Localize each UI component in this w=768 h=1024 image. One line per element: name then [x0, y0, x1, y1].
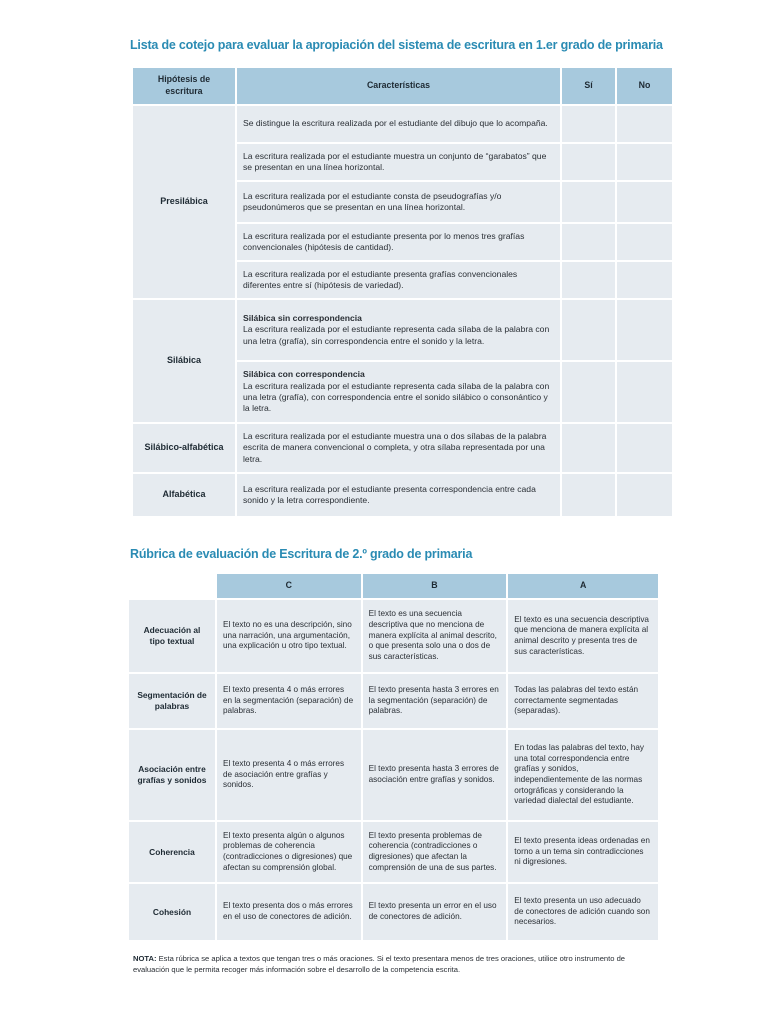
characteristic-subtitle: Silábica con correspondencia [243, 369, 365, 380]
characteristic-subtitle: Silábica sin correspondencia [243, 312, 362, 323]
hypothesis-cell: Silábica [133, 300, 235, 422]
no-checkbox[interactable] [617, 262, 672, 298]
level-b-cell: El texto presenta problemas de coherencia (contradicciones o digresiones) que afectan la comprensión de una de sus partes. [363, 822, 507, 882]
note-label: NOTA: [133, 954, 157, 963]
rubric-table [127, 572, 660, 942]
no-checkbox[interactable] [617, 300, 672, 360]
level-c-cell: El texto presenta algún o algunos problemas de coherencia (contradicciones o digresiones) que afectan su comprensión global. [217, 822, 361, 882]
level-a-cell: En todas las palabras del texto, hay una total correspondencia entre grafías y sonidos, independientemente de las normas ortográficas y considerando la variedad dialectal del estudiante. [508, 730, 658, 820]
characteristic-cell: La escritura realizada por el estudiante muestra una o dos sílabas de la palabra escrita de manera convencional o completa, y otra sílaba representada por una letra. [237, 424, 560, 472]
header-si: Sí [562, 68, 615, 104]
si-checkbox[interactable] [562, 300, 615, 360]
header-hipotesis: Hipótesis de escritura [133, 68, 235, 104]
characteristic-cell [237, 362, 560, 422]
si-checkbox[interactable] [562, 474, 615, 516]
rubric-row [129, 730, 658, 820]
checklist-table [131, 66, 674, 518]
si-checkbox[interactable] [562, 224, 615, 260]
level-b-cell: El texto es una secuencia descriptiva que no menciona de manera explícita al animal descrito, o que presenta solo una o dos de sus características. [363, 600, 507, 672]
no-checkbox[interactable] [617, 424, 672, 472]
rubric-row [129, 600, 658, 672]
no-checkbox[interactable] [617, 106, 672, 142]
header-level-c: C [217, 574, 361, 598]
level-a-cell: El texto presenta ideas ordenadas en torno a un tema sin contradicciones ni digresiones. [508, 822, 658, 882]
criterion-cell: Asociación entre grafías y sonidos [129, 730, 215, 820]
rubric-title: Rúbrica de evaluación de Escritura de 2.º grado de primaria [130, 547, 473, 561]
level-a-cell: El texto es una secuencia descriptiva que menciona de manera explícita al animal descrito y presenta tres de sus características. [508, 600, 658, 672]
level-c-cell: El texto no es una descripción, sino una narración, una argumentación, una explicación u otro tipo textual. [217, 600, 361, 672]
checklist-row [133, 424, 672, 472]
level-c-cell: El texto presenta dos o más errores en el uso de conectores de adición. [217, 884, 361, 940]
si-checkbox[interactable] [562, 262, 615, 298]
criterion-cell: Adecuación al tipo textual [129, 600, 215, 672]
checklist-header-row [133, 68, 672, 104]
level-a-cell: El texto presenta un uso adecuado de conectores de adición cuando son necesarios. [508, 884, 658, 940]
level-a-cell: Todas las palabras del texto están correctamente segmentadas (separadas). [508, 674, 658, 728]
no-checkbox[interactable] [617, 144, 672, 180]
level-b-cell: El texto presenta un error en el uso de conectores de adición. [363, 884, 507, 940]
level-b-cell: El texto presenta hasta 3 errores en la segmentación (separación) de palabras. [363, 674, 507, 728]
hypothesis-cell: Presilábica [133, 106, 235, 298]
criterion-cell: Coherencia [129, 822, 215, 882]
checklist-title: Lista de cotejo para evaluar la apropiación del sistema de escritura en 1.er grado de primaria [130, 38, 663, 52]
characteristic-cell: La escritura realizada por el estudiante presenta grafías convencionales diferentes entre sí (hipótesis de variedad). [237, 262, 560, 298]
si-checkbox[interactable] [562, 182, 615, 222]
hypothesis-cell: Silábico-alfabética [133, 424, 235, 472]
no-checkbox[interactable] [617, 362, 672, 422]
rubric-header-row [129, 574, 658, 598]
hypothesis-cell: Alfabética [133, 474, 235, 516]
si-checkbox[interactable] [562, 362, 615, 422]
characteristic-cell: La escritura realizada por el estudiante presenta por lo menos tres grafías convencionales (hipótesis de cantidad). [237, 224, 560, 260]
header-level-a: A [508, 574, 658, 598]
no-checkbox[interactable] [617, 182, 672, 222]
rubric-row [129, 822, 658, 882]
header-no: No [617, 68, 672, 104]
checklist-row [133, 474, 672, 516]
checklist-row [133, 106, 672, 142]
characteristic-text: La escritura realizada por el estudiante representa cada sílaba de la palabra con una letra (grafía), sin correspondencia entre el sonido y la letra. [243, 324, 550, 346]
rubric-header-corner [129, 574, 215, 598]
characteristic-text: La escritura realizada por el estudiante representa cada sílaba de la palabra con una letra (grafía), con correspondencia entre el sonido silábico o consonántico y la letra. [243, 380, 550, 414]
si-checkbox[interactable] [562, 424, 615, 472]
characteristic-cell: Se distingue la escritura realizada por el estudiante del dibujo que lo acompaña. [237, 106, 560, 142]
level-c-cell: El texto presenta 4 o más errores en la segmentación (separación) de palabras. [217, 674, 361, 728]
criterion-cell: Segmentación de palabras [129, 674, 215, 728]
characteristic-cell: La escritura realizada por el estudiante presenta correspondencia entre cada sonido y la letra correspondiente. [237, 474, 560, 516]
characteristic-cell: La escritura realizada por el estudiante muestra un conjunto de “garabatos” que se presentan en una línea horizontal. [237, 144, 560, 180]
note-text: Esta rúbrica se aplica a textos que tengan tres o más oraciones. Si el texto presentara menos de tres oraciones, utilice otro instrumento de evaluación que le permita recoger más información sobre el desarrollo de la competencia escrita. [133, 954, 626, 974]
characteristic-cell [237, 300, 560, 360]
characteristic-cell: La escritura realizada por el estudiante consta de pseudografías y/o pseudonúmeros que se presentan en una línea horizontal. [237, 182, 560, 222]
si-checkbox[interactable] [562, 144, 615, 180]
si-checkbox[interactable] [562, 106, 615, 142]
criterion-cell: Cohesión [129, 884, 215, 940]
checklist-row [133, 300, 672, 360]
no-checkbox[interactable] [617, 224, 672, 260]
header-caracteristicas: Características [237, 68, 560, 104]
level-c-cell: El texto presenta 4 o más errores de asociación entre grafías y sonidos. [217, 730, 361, 820]
level-b-cell: El texto presenta hasta 3 errores de asociación entre grafías y sonidos. [363, 730, 507, 820]
rubric-row [129, 674, 658, 728]
header-level-b: B [363, 574, 507, 598]
rubric-note [133, 953, 653, 975]
no-checkbox[interactable] [617, 474, 672, 516]
rubric-row [129, 884, 658, 940]
